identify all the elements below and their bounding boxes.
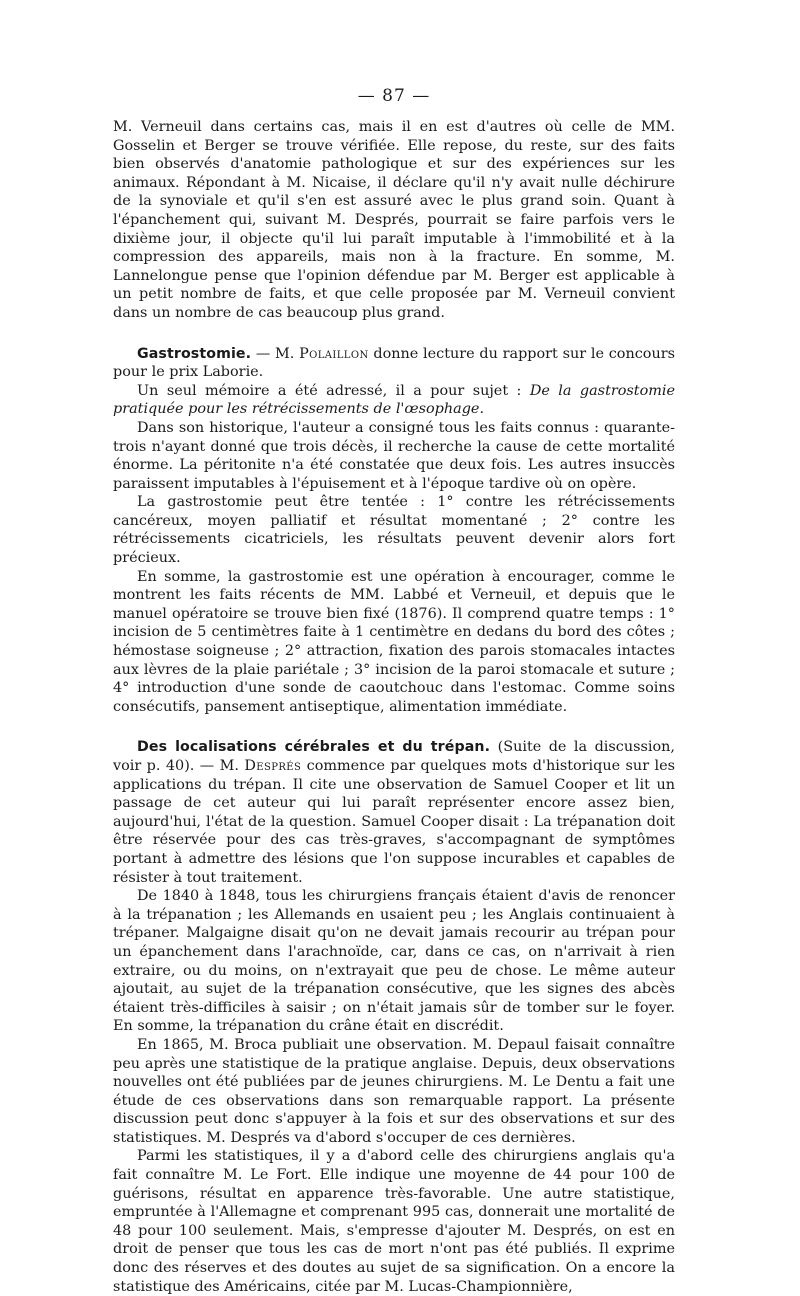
paragraph-memoire xyxy=(113,382,675,419)
memoire-title: De la gastrostomie pratiquée pour les rétrécissements de l'œsophage. xyxy=(113,382,675,418)
section-trepan-intro xyxy=(113,738,675,887)
paragraph-manuel-operatoire: En somme, la gastrostomie est une opération à encourager, comme le montrent les faits récents de MM. Labbé et Verneuil, et depuis que le manuel opératoire se trouve bien fixé (1876). Il comprend quatre temps : 1° incision de 5 centimètres faite à 1 centimètre en dedans du bord des côtes ; hémostase soigneuse ; 2° attraction, fixation des parois stomacales intactes aux lèvres de la plaie pariétale ; 3° incision de la paroi stomacale et suture ; 4° introduction d'une sonde de caoutchouc dans l'estomac. Comme soins consécutifs, pansement antiseptique, alimentation immédiate. xyxy=(113,568,675,715)
section-heading-trepan: Des localisations cérébrales et du trépan. xyxy=(137,739,491,756)
paragraph-verneuil-continuation: M. Verneuil dans certains cas, mais il en est d'autres où celle de MM. Gosselin et Berger se trouve vérifiée. Elle repose, du reste, sur des faits bien observés d'anatomie pathologique et sur des expériences sur les animaux. Répondant à M. Nicaise, il déclare qu'il n'y avait nulle déchirure de la synoviale et qu'il s'en est assuré avec le plus grand soin. Quant à l'épanchement qui, suivant M. Després, pourrait se faire parfois vers le dixième jour, il objecte qu'il lui paraît imputable à l'immobilité et à la compression des appareils, mais non à la fracture. En somme, M. Lannelongue pense que l'opinion défendue par M. Berger est applicable à un petit nombre de faits, et que celle proposée par M. Verneuil convient dans un nombre de cas beaucoup plus grand. xyxy=(113,119,675,321)
paragraph-observations: En 1865, M. Broca publiait une observation. M. Depaul faisait connaître peu après une statistique de la pratique anglaise. Depuis, deux observations nouvelles ont été publiées par de jeunes chirurgiens. M. Le Dentu a fait une étude de ces observations dans son remarquable rapport. La présente discussion peut donc s'appuyer à la fois et sur des observations et sur des statistiques. M. Després va d'abord s'occuper de ces dernières. xyxy=(113,1036,675,1146)
paragraph-historique-trepan: De 1840 à 1848, tous les chirurgiens français étaient d'avis de renoncer à la trépanation ; les Allemands en usaient peu ; les Anglais continuaient à trépaner. Malgaigne disait qu'on ne devait jamais recourir au trépan pour un épanchement dans l'arachnoïde, car, dans ce cas, on n'arrivait à rien extraire, ou du moins, on n'extrayait que peu de chose. Le même auteur ajoutait, au sujet de la trépanation consécutive, que les signes des abcès étaient très-difficiles à saisir ; on n'était jamais sûr de tomber sur le foyer. En somme, la trépanation du crâne était en discrédit. xyxy=(113,888,675,1035)
paragraph-indications: La gastrostomie peut être tentée : 1° contre les rétrécissements cancéreux, moyen palliatif et résultat momentané ; 2° contre les rétrécissements cicatriciels, les résultats peuvent devenir alors fort précieux. xyxy=(113,494,675,567)
trepan-intro-a: (Suite de la discussion, voir p. 40). — M. xyxy=(113,739,675,774)
paragraph-statistiques: Parmi les statistiques, il y a d'abord celle des chirurgiens anglais qu'a fait connaître M. Le Fort. Elle indique une moyenne de 44 pour 100 de guérisons, résultat en apparence très-favorable. Une autre statistique, empruntée à l'Allemagne et comprenant 995 cas, donnerait une mortalité de 48 pour 100 seulement. Mais, s'empresse d'ajouter M. Després, on est en droit de penser que tous les cas de mort n'ont pas été publiés. Il exprime donc des réserves et des doutes au sujet de sa signification. On a encore la statistique des Américains, citée par M. Lucas-Championnière, xyxy=(113,1148,675,1295)
page-number: — 87 — xyxy=(357,86,431,106)
document-page xyxy=(113,86,675,1296)
intro-rest: donne lecture du rapport sur le concours pour le prix Laborie. xyxy=(113,345,675,381)
section-gastrostomie-intro xyxy=(113,345,675,382)
speaker-polaillon: Polaillon xyxy=(299,345,369,362)
paragraph-historique: Dans son historique, l'auteur a consigné tous les faits connus : quarante-trois n'ayant donné que trois décès, il recherche la cause de cette mortalité énorme. La péritonite n'a été constatée que deux fois. Les autres insuccès paraissent imputables à l'épuisement et à l'époque tardive où on opère. xyxy=(113,419,675,492)
speaker-despres: Després xyxy=(244,758,302,774)
memoire-text: Un seul mémoire a été adressé, il a pour sujet : xyxy=(137,382,530,399)
trepan-intro-b: commence par quelques mots d'historique sur les applications du trépan. Il cite une observation de Samuel Cooper et lit un passage de cet auteur qui lui paraît représenter encore assez bien, aujourd'hui, l'état de la question. Samuel Cooper disait : La trépanation doit être réservée pour des cas très-graves, s'accompagnant de symptômes portant à admettre des lésions que l'on suppose incurables et capables de résister à tout traitement. xyxy=(113,758,675,886)
section-heading-gastrostomie: Gastrostomie. xyxy=(137,345,252,362)
intro-dash: — M. xyxy=(251,345,300,362)
